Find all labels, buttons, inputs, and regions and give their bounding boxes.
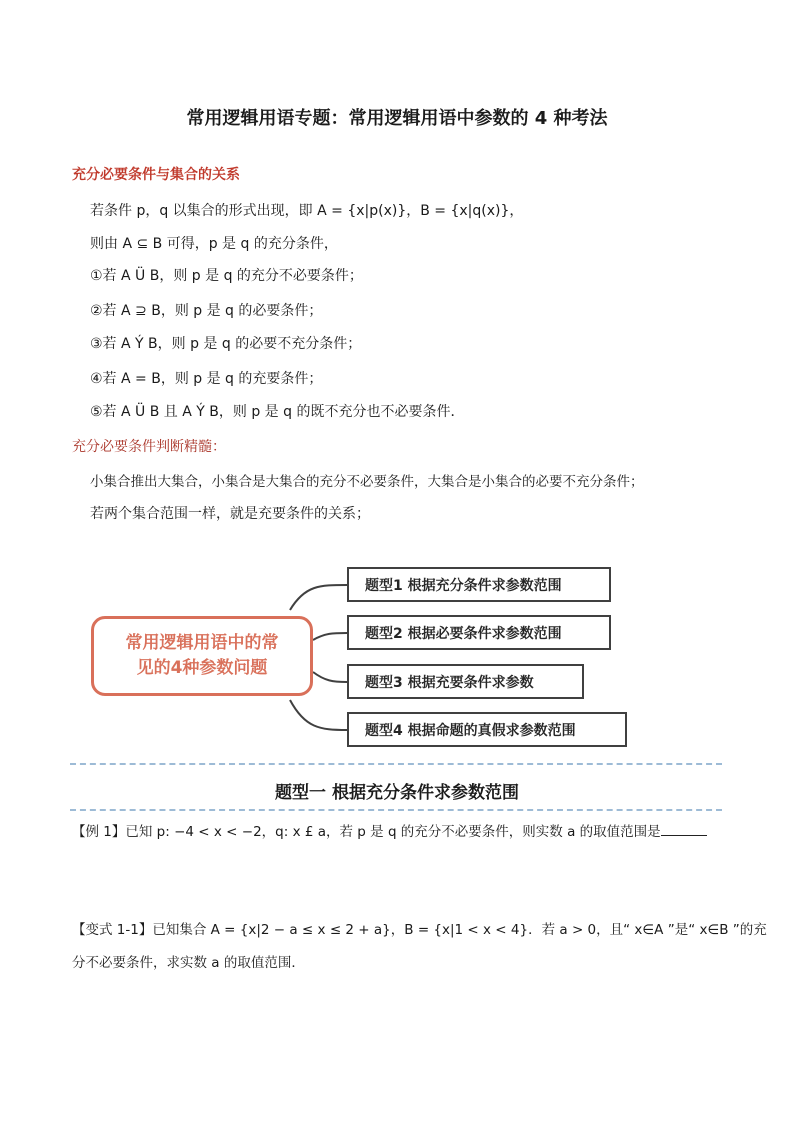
mindmap-branch-type1: 题型1 根据充分条件求参数范围	[347, 567, 611, 602]
text-line: ④若 A = B，则 p 是 q 的充要条件；	[90, 371, 323, 387]
text-line: ②若 A ⊇ B，则 p 是 q 的必要条件；	[90, 303, 323, 319]
example-1-text: 【例 1】已知 p: −4 < x < −2，q: x £ a，若 p 是 q 的充分不必要条件，则实数 a 的取值范围是	[72, 824, 661, 840]
mindmap-center-node	[91, 616, 313, 696]
answer-blank	[661, 821, 707, 836]
divider-top	[70, 763, 722, 765]
text-line: 小集合推出大集合，小集合是大集合的充分不必要条件，大集合是小集合的必要不充分条件；	[90, 474, 644, 490]
variant-1-1-line2: 分不必要条件，求实数 a 的取值范围．	[72, 955, 305, 971]
text-line: 则由 A ⊆ B 可得，p 是 q 的充分条件，	[90, 236, 338, 252]
mindmap-branch-type2: 题型2 根据必要条件求参数范围	[347, 615, 611, 650]
center-line: 见的4种参数问题	[136, 658, 268, 678]
section-heading-set-relation: 充分必要条件与集合的关系	[72, 167, 240, 183]
text-line: ③若 A Ý B，则 p 是 q 的必要不充分条件；	[90, 336, 362, 352]
mindmap-branch-type3: 题型3 根据充要条件求参数	[347, 664, 584, 699]
center-line: 常用逻辑用语中的常	[125, 633, 279, 653]
text-line: ①若 A Ü B，则 p 是 q 的充分不必要条件；	[90, 268, 363, 284]
example-1	[72, 820, 707, 840]
divider-bottom	[70, 809, 722, 811]
page-title: 常用逻辑用语专题：常用逻辑用语中参数的 4 种考法	[186, 108, 608, 129]
mindmap-branch-type4: 题型4 根据命题的真假求参数范围	[347, 712, 627, 747]
type1-title: 题型一 根据充分条件求参数范围	[275, 783, 519, 803]
variant-1-1-line1: 【变式 1-1】已知集合 A = {x|2 − a ≤ x ≤ 2 + a}，B = {x|1 < x < 4}．若 a > 0，且“ x∈A ”是“ x∈B ”的充	[72, 922, 767, 938]
text-line: 若条件 p，q 以集合的形式出现，即 A = {x|p(x)}，B = {x|q(x)}，	[90, 203, 524, 219]
section-heading-essence: 充分必要条件判断精髓：	[72, 439, 226, 455]
text-line: ⑤若 A Ü B 且 A Ý B，则 p 是 q 的既不充分也不必要条件．	[90, 404, 465, 420]
text-line: 若两个集合范围一样，就是充要条件的关系；	[90, 506, 370, 522]
